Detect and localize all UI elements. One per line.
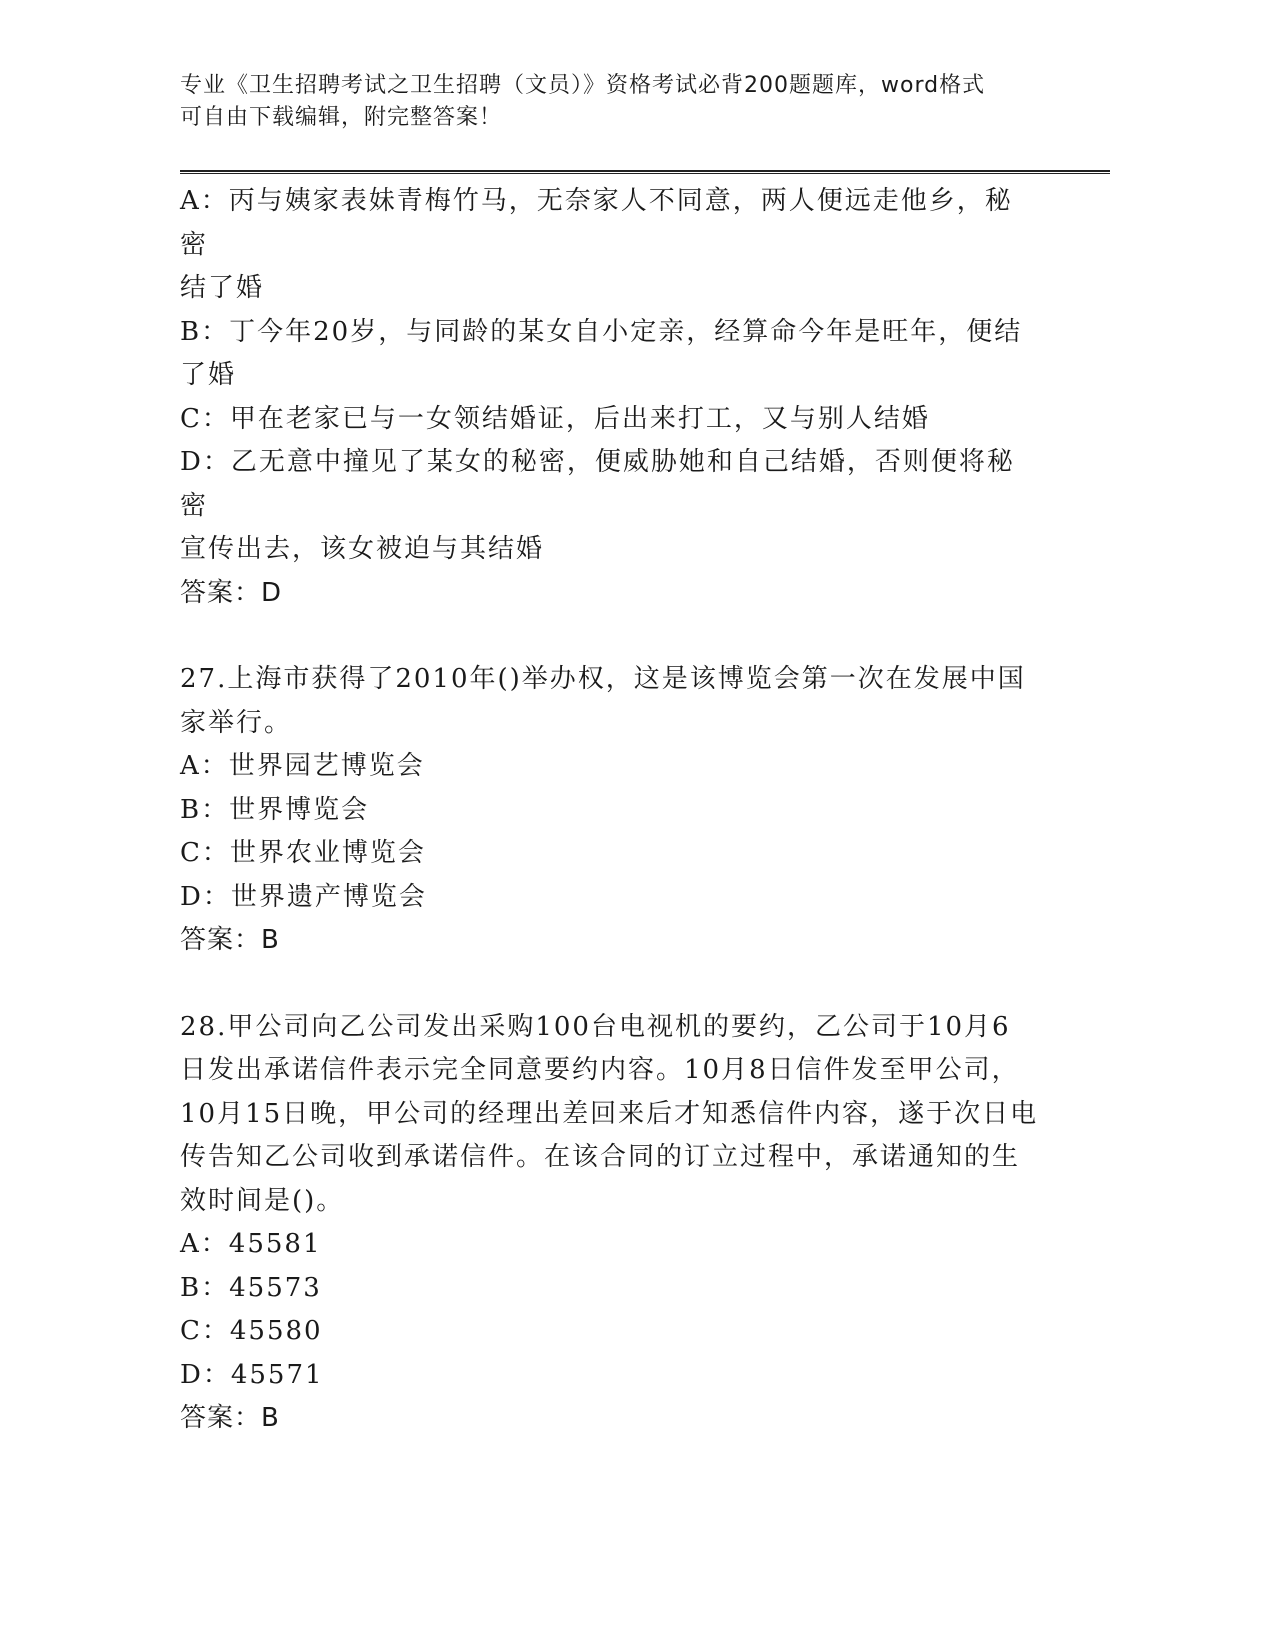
document-body <box>180 180 1040 1441</box>
q26-answer: 答案：D <box>180 577 283 608</box>
q26-option-c: C：甲在老家已与一女领结婚证，后出来打工，又与别人结婚 <box>180 403 930 434</box>
q28-stem-line-1: 28.甲公司向乙公司发出采购100台电视机的要约，乙公司于10月6 <box>180 1011 1011 1042</box>
q28-option-c: C：45580 <box>180 1316 323 1346</box>
header-divider <box>180 170 1110 174</box>
q28-stem-line-3: 10月15日晚，甲公司的经理出差回来后才知悉信件内容，遂于次日电 <box>180 1098 1039 1129</box>
q27-answer: 答案：B <box>180 925 280 955</box>
q28-option-b: B：45573 <box>180 1272 322 1303</box>
q26-option-b-line-2: 了婚 <box>180 360 237 390</box>
q26-option-a-line-2: 结了婚 <box>180 273 265 303</box>
q26-option-a-line-1: A：丙与姨家表妹青梅竹马，无奈家人不同意，两人便远走他乡，秘密 <box>180 186 1013 260</box>
q26-option-d-line-2: 宣传出去，该女被迫与其结婚 <box>180 534 545 564</box>
q28-option-d: D：45571 <box>180 1359 324 1390</box>
q28-option-a: A：45581 <box>180 1229 322 1259</box>
header-title-line-2: 可自由下载编辑，附完整答案！ <box>180 105 503 130</box>
q27-stem-line-2: 家举行。 <box>180 707 293 738</box>
page-header <box>180 70 1040 134</box>
q28-stem-line-5: 效时间是()。 <box>180 1185 345 1216</box>
q27-option-a: A：世界园艺博览会 <box>180 751 425 781</box>
q27-stem-line-1: 27.上海市获得了2010年()举办权，这是该博览会第一次在发展中国 <box>180 664 1026 694</box>
question-28-block <box>180 1006 1040 1441</box>
q28-stem-line-4: 传告知乙公司收到承诺信件。在该合同的订立过程中，承诺通知的生 <box>180 1142 1021 1172</box>
q27-option-c: C：世界农业博览会 <box>180 838 426 868</box>
question-26-block <box>180 180 1040 615</box>
q27-option-b: B：世界博览会 <box>180 794 370 825</box>
q28-stem-line-2: 日发出承诺信件表示完全同意要约内容。10月8日信件发至甲公司， <box>180 1055 1020 1085</box>
q28-answer: 答案：B <box>180 1403 280 1433</box>
q26-option-b-line-1: B：丁今年20岁，与同龄的某女自小定亲，经算命今年是旺年，便结 <box>180 316 1023 347</box>
q27-option-d: D：世界遗产博览会 <box>180 881 427 912</box>
question-27-block <box>180 658 1040 963</box>
q26-option-d-line-1: D：乙无意中撞见了某女的秘密，便威胁她和自己结婚，否则便将秘密 <box>180 447 1015 521</box>
header-title-line-1: 专业《卫生招聘考试之卫生招聘（文员）》资格考试必背200题题库，word格式 <box>180 73 986 98</box>
